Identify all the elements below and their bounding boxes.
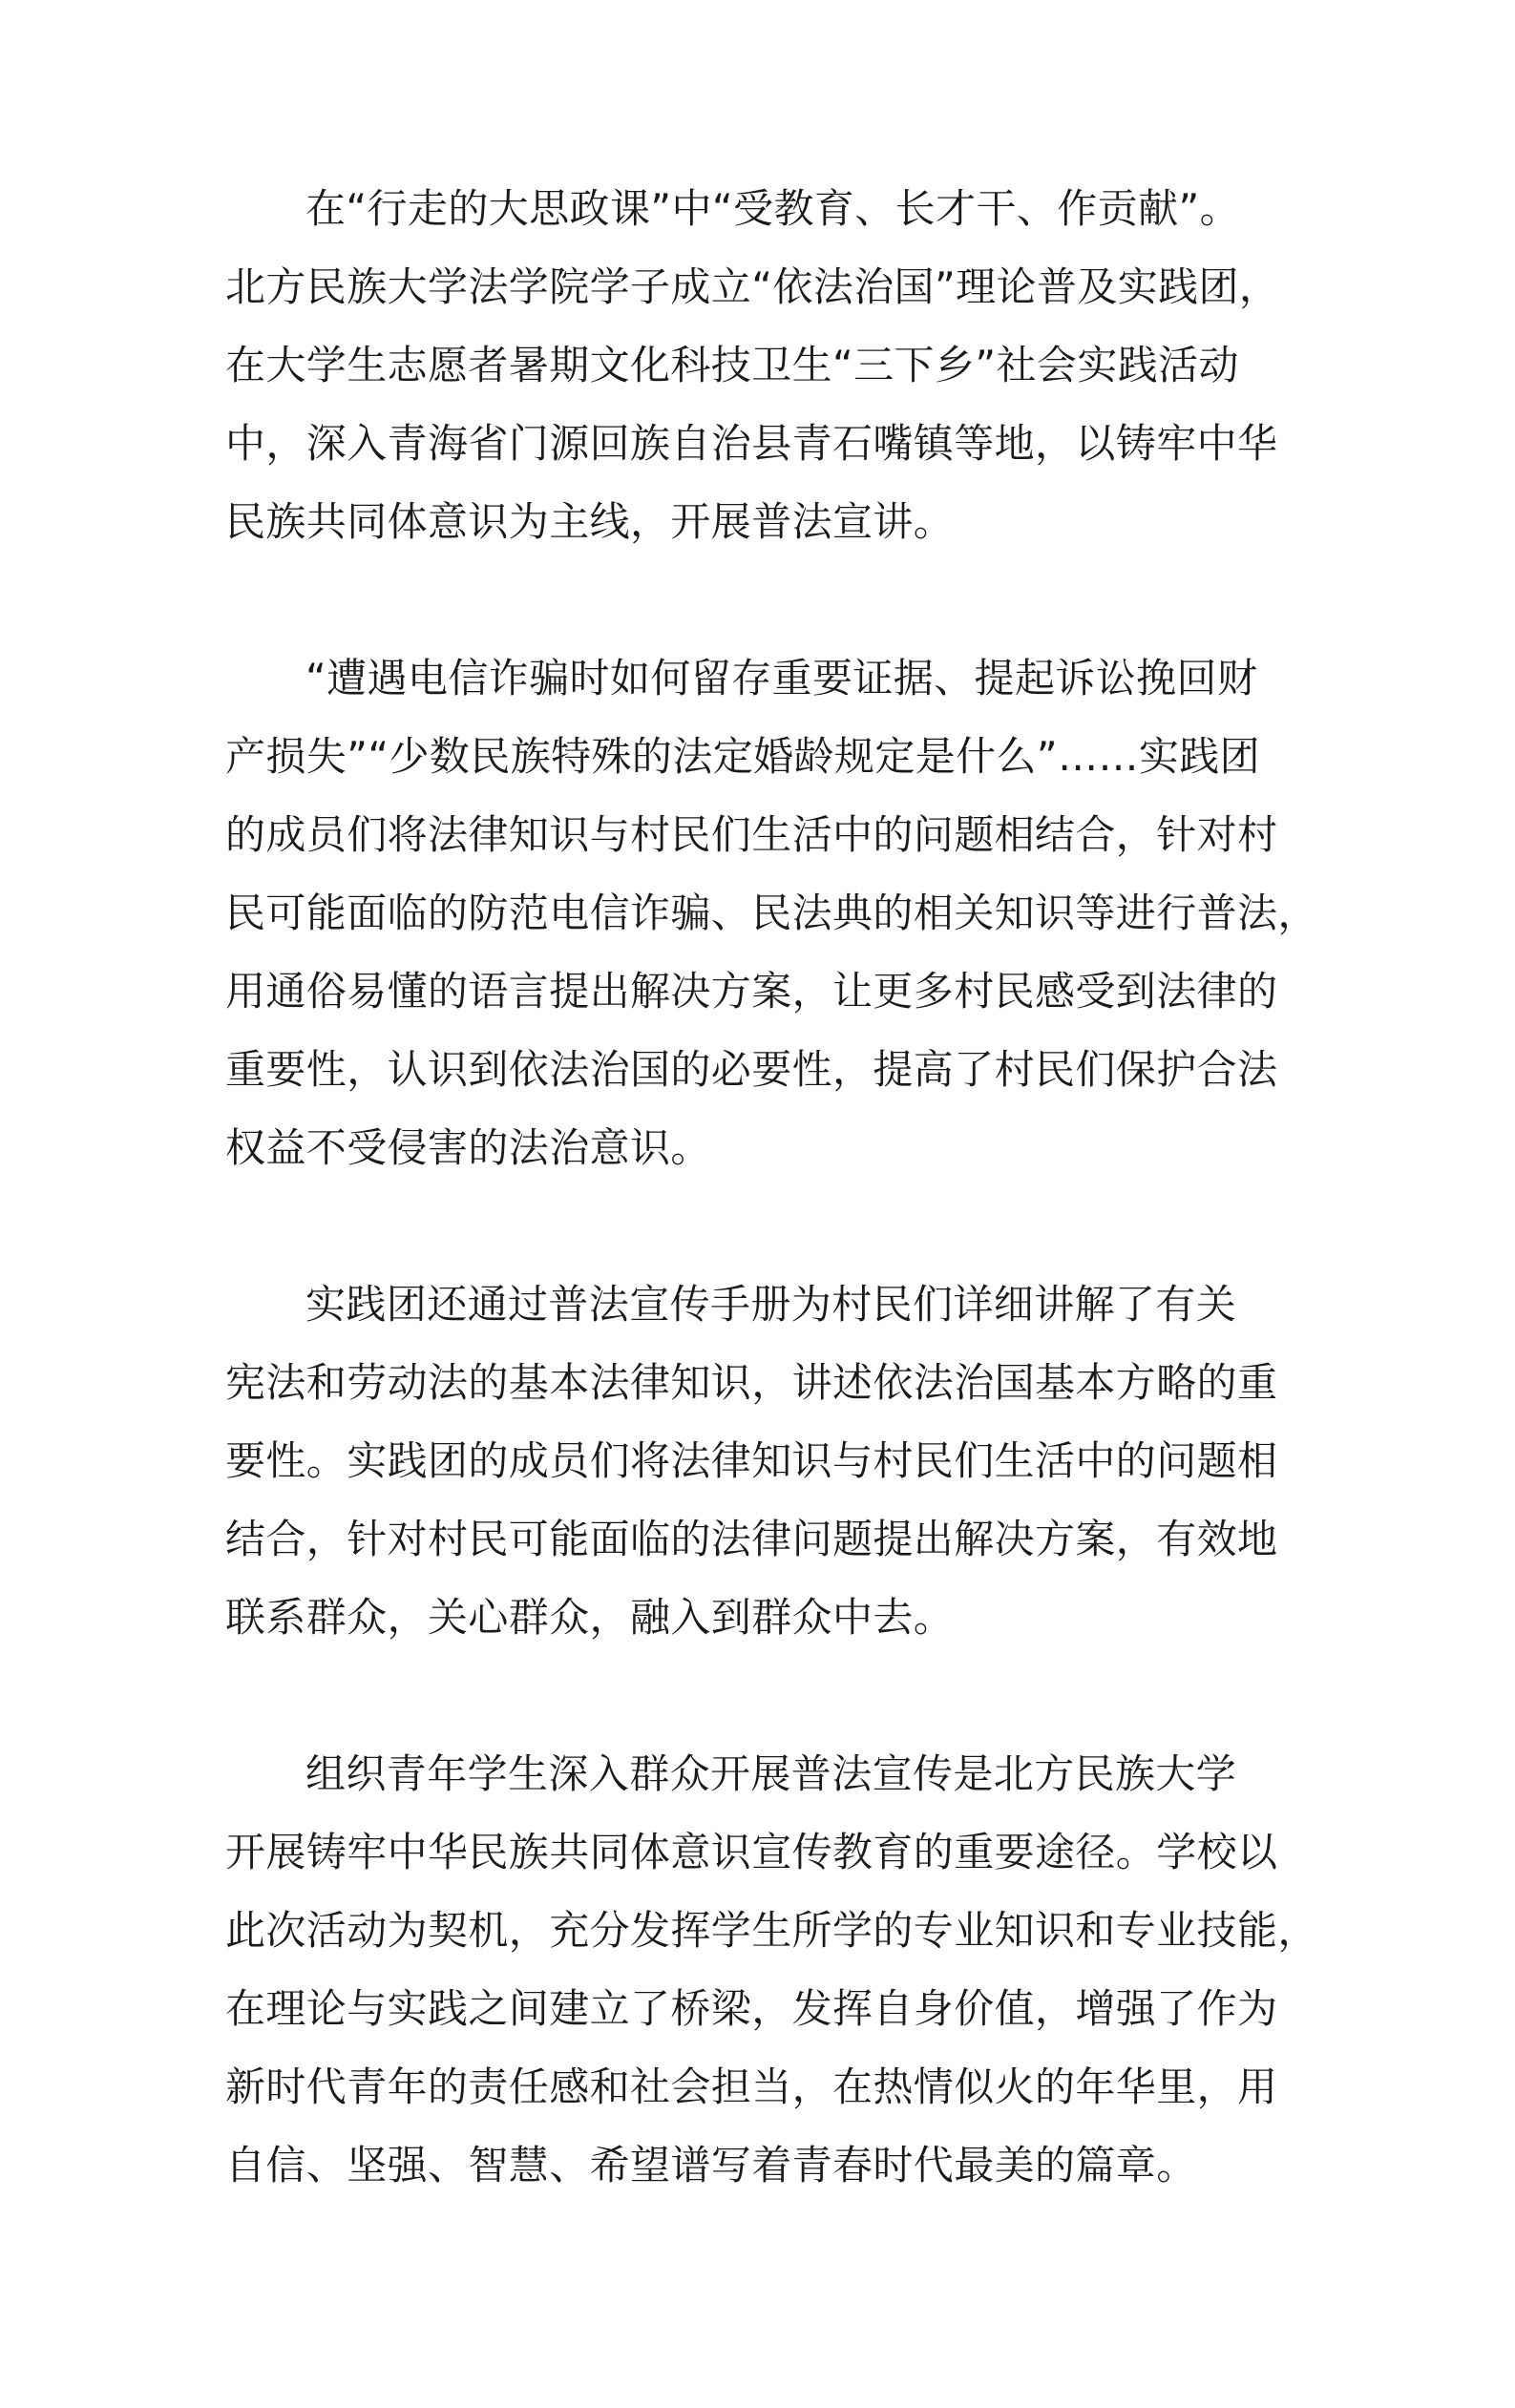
paragraph-1: [225, 170, 1314, 561]
paragraph-line: 实践团还通过普法宣传手册为村民们详细讲解了有关: [305, 1281, 1237, 1328]
paragraph-line: 在大学生志愿者暑期文化科技卫生“三下乡”社会实践活动: [225, 342, 1239, 388]
paragraph-line: 新时代青年的责任感和社会担当，在热情似火的年华里，用: [225, 2063, 1278, 2110]
paragraph-line: “遭遇电信诈骗时如何留存重要证据、提起诉讼挽回财: [305, 655, 1258, 701]
paragraph-line: 产损失”“少数民族特殊的法定婚龄规定是什么”……实践团: [225, 733, 1261, 780]
paragraph-line: 重要性，认识到依法治国的必要性，提高了村民们保护合法: [225, 1046, 1278, 1093]
paragraph-line: 此次活动为契机，充分发挥学生所学的专业知识和专业技能，: [225, 1907, 1318, 1954]
paragraph-line: 在“行走的大思政课”中“受教育、长才干、作贡献”。: [305, 185, 1241, 232]
paragraph-line: 组织青年学生深入群众开展普法宣传是北方民族大学: [305, 1750, 1237, 1797]
paragraph-line: 联系群众，关心群众，融入到群众中去。: [225, 1594, 955, 1641]
paragraph-line: 开展铸牢中华民族共同体意识宣传教育的重要途径。学校以: [225, 1829, 1278, 1875]
paragraph-line: 自信、坚强、智慧、希望谱写着青春时代最美的篇章。: [225, 2142, 1197, 2188]
paragraph-line: 要性。实践团的成员们将法律知识与村民们生活中的问题相: [225, 1437, 1278, 1484]
paragraph-line: 民可能面临的防范电信诈骗、民法典的相关知识等进行普法，: [225, 890, 1318, 936]
paragraph-line: 的成员们将法律知识与村民们生活中的问题相结合，针对村: [225, 811, 1278, 858]
paragraph-line: 权益不受侵害的法治意识。: [225, 1124, 711, 1171]
paragraph-line: 民族共同体意识为主线，开展普法宣讲。: [225, 498, 955, 545]
paragraph-4: [225, 1735, 1318, 2205]
paragraph-line: 在理论与实践之间建立了桥梁，发挥自身价值，增强了作为: [225, 1985, 1278, 2032]
article-body: [225, 170, 1318, 2205]
paragraph-2: [225, 639, 1318, 1187]
paragraph-line: 结合，针对村民可能面临的法律问题提出解决方案，有效地: [225, 1516, 1278, 1562]
paragraph-line: 宪法和劳动法的基本法律知识，讲述依法治国基本方略的重: [225, 1359, 1278, 1406]
paragraph-line: 北方民族大学法学院学子成立“依法治国”理论普及实践团，: [225, 263, 1280, 310]
paragraph-line: 中，深入青海省门源回族自治县青石嘴镇等地，以铸牢中华: [225, 420, 1278, 467]
paragraph-line: 用通俗易懂的语言提出解决方案，让更多村民感受到法律的: [225, 968, 1278, 1015]
paragraph-3: [225, 1266, 1314, 1657]
